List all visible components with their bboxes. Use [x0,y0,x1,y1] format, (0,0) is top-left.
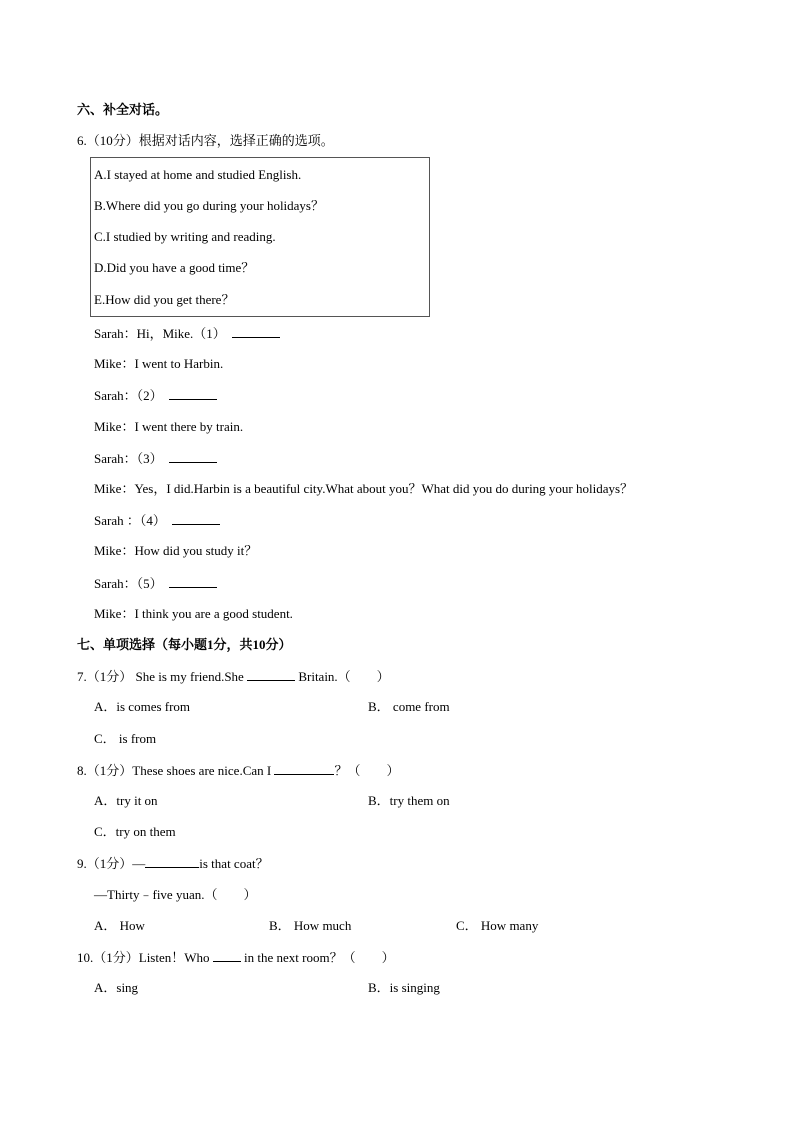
question-7-option-a[interactable]: A．is comes from [94,699,191,714]
option-d: D.Did you have a good time？ [94,260,255,275]
option-c: C.I studied by writing and reading. [94,229,276,244]
question-7-option-b[interactable]: B． come from [368,699,450,714]
question-10-option-b[interactable]: B．is singing [368,980,440,995]
answer-blank-2[interactable] [169,387,217,400]
dialogue-line-7: Sarah ：（4） [94,512,220,529]
question-8-option-a[interactable]: A．try it on [94,793,158,808]
dialogue-line-2: Mike：I went to Harbin. [94,356,224,371]
question-7-blank[interactable] [247,668,295,681]
dialogue-line-5: Sarah：（3） [94,450,217,467]
dialogue-line-3: Sarah：（2） [94,387,217,404]
dialogue-line-6: Mike：Yes，I did.Harbin is a beautiful city.What about you？What did you do during your holidays？ [94,481,634,496]
question-8-stem: 8.（1分）These shoes are nice.Can I ？（ ） [77,763,400,778]
question-10-option-a[interactable]: A．sing [94,980,139,995]
answer-blank-3[interactable] [169,450,217,463]
answer-blank-4[interactable] [172,512,220,525]
question-9-blank[interactable] [145,855,199,868]
dialogue-line-10: Mike：I think you are a good student. [94,606,293,621]
question-8-option-c[interactable]: C．try on them [94,824,176,839]
dialogue-line-9: Sarah：（5） [94,575,217,592]
question-10-stem: 10.（1分）Listen！Who in the next room？（ ） [77,950,395,965]
question-9-stem: 9.（1分）— is that coat？ [77,856,269,871]
section6-heading: 六、补全对话。 [77,102,169,117]
option-a: A.I stayed at home and studied English. [94,167,302,182]
question-6-stem: 6.（10分）根据对话内容，选择正确的选项。 [77,133,334,148]
dialogue-line-1: Sarah：Hi，Mike.（1） [94,325,280,342]
answer-blank-5[interactable] [169,575,217,588]
answer-blank-1[interactable] [232,325,280,338]
question-8-blank[interactable] [274,762,334,775]
section7-heading: 七、单项选择（每小题1分，共10分） [77,637,292,652]
question-9-option-a[interactable]: A． How [94,918,145,933]
question-9-option-b[interactable]: B． How much [269,918,352,933]
dialogue-line-4: Mike：I went there by train. [94,419,244,434]
option-e: E.How did you get there？ [94,292,235,307]
question-9-option-c[interactable]: C． How many [456,918,539,933]
question-10-blank[interactable] [213,949,241,962]
question-9-reply: —Thirty﹣five yuan.（ ） [94,887,257,902]
option-b: B.Where did you go during your holidays？ [94,198,324,213]
dialogue-line-8: Mike：How did you study it？ [94,543,258,558]
question-7-option-c[interactable]: C． is from [94,731,157,746]
question-7-stem: 7.（1分） She is my friend.She Britain.（ ） [77,669,390,684]
question-8-option-b[interactable]: B．try them on [368,793,450,808]
